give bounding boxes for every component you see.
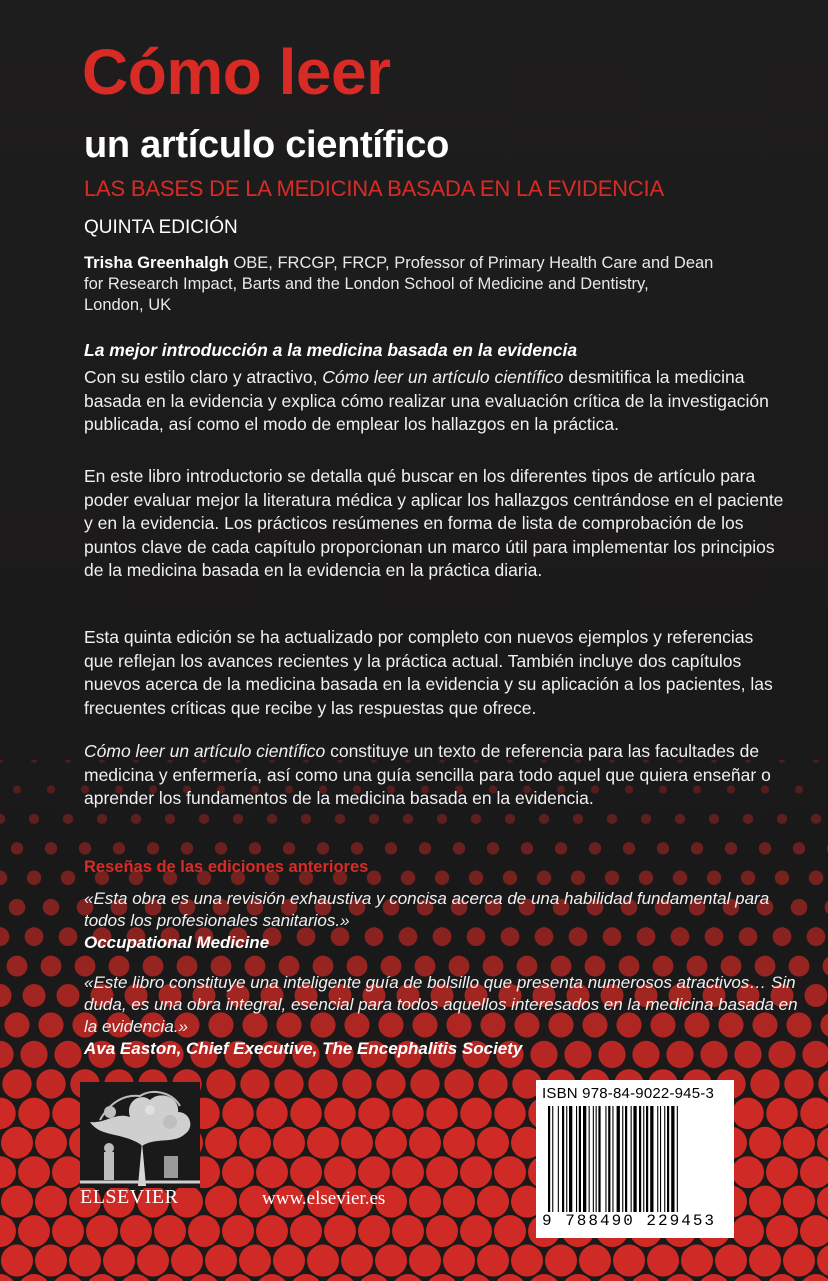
blurb-p4-end: constituye un texto de referencia para las facultades de medicina y enfermería, así como una guía sencilla para todo aquel que quiera enseñar o aprender los fundamentos de la medicina basada en la evidencia. (84, 741, 771, 808)
blurb-paragraph-1 (84, 366, 784, 437)
isbn-label: ISBN 978-84-9022-945-3 (542, 1085, 715, 1102)
blurb-p4-book-title: Cómo leer un artículo científico (84, 741, 326, 761)
review-quote-1 (84, 888, 804, 954)
barcode-number: 9 788490 229453 (542, 1212, 717, 1230)
book-title: Cómo leer (82, 36, 391, 108)
publisher-website: www.elsevier.es (262, 1188, 386, 1209)
author-details-line1: OBE, FRCGP, FRCP, Professor of Primary Health Care and Dean (228, 254, 714, 272)
barcode-icon (546, 1106, 724, 1212)
blurb-p1-book-title: Cómo leer un artículo científico (322, 367, 564, 387)
reviews-heading: Reseñas de las ediciones anteriores (84, 858, 369, 876)
blurb-paragraph-4 (84, 740, 784, 811)
review-1-text: «Esta obra es una revisión exhaustiva y concisa acerca de una habilidad fundamental para todos los profesionales sanitarios.» (84, 889, 770, 930)
review-2-text: «Este libro constituye una inteligente guía de bolsillo que presenta numerosos atractivos… Sin duda, es una obra integral, esencial para todos aquellos interesados en la medicina basada en la evidencia.» (84, 973, 798, 1036)
book-subtitle: un artículo científico (84, 124, 449, 166)
publisher-name: ELSEVIER (80, 1186, 179, 1208)
blurb-p1-start: Con su estilo claro y atractivo, (84, 367, 323, 387)
book-edition: QUINTA EDICIÓN (84, 217, 238, 238)
author-details-line3: London, UK (84, 296, 172, 314)
review-1-source: Occupational Medicine (84, 933, 270, 952)
elsevier-tree-logo-icon (80, 1082, 200, 1188)
author-info (84, 253, 784, 316)
review-quote-2 (84, 972, 804, 1060)
author-name: Trisha Greenhalgh (84, 254, 229, 272)
blurb-p1-end: desmitifica la medicina basada en la evidencia y explica cómo realizar una evaluación crítica de la investigación publicada, así como el modo de emplear los hallazgos en la práctica. (84, 367, 769, 434)
author-details-line2: for Research Impact, Barts and the London School of Medicine and Dentistry, (84, 275, 649, 293)
isbn-barcode-box (536, 1080, 734, 1238)
blurb-paragraph-2: En este libro introductorio se detalla qué buscar en los diferentes tipos de artículo para poder evaluar mejor la literatura médica y aplicar los hallazgos centrándose en el paciente y en la evidencia. Los prácticos resúmenes en forma de lista de comprobación de los puntos clave de cada capítulo proporcionan un marco útil para implementar los principios de la medicina basada en la evidencia en la práctica diaria. (84, 466, 784, 580)
blurb-paragraph-3: Esta quinta edición se ha actualizado por completo con nuevos ejemplos y referencias que reflejan los avances recientes y la práctica actual. También incluye dos capítulos nuevos acerca de la medicina basada en la evidencia y su aplicación a los pacientes, las frecuentes críticas que recibe y las respuestas que ofrece. (84, 627, 773, 718)
book-tagline: LAS BASES DE LA MEDICINA BASADA EN LA EVIDENCIA (84, 176, 664, 201)
blurb-lead: La mejor introducción a la medicina basada en la evidencia (84, 340, 578, 360)
review-2-source: Ava Easton, Chief Executive, The Encephalitis Society (84, 1039, 523, 1058)
